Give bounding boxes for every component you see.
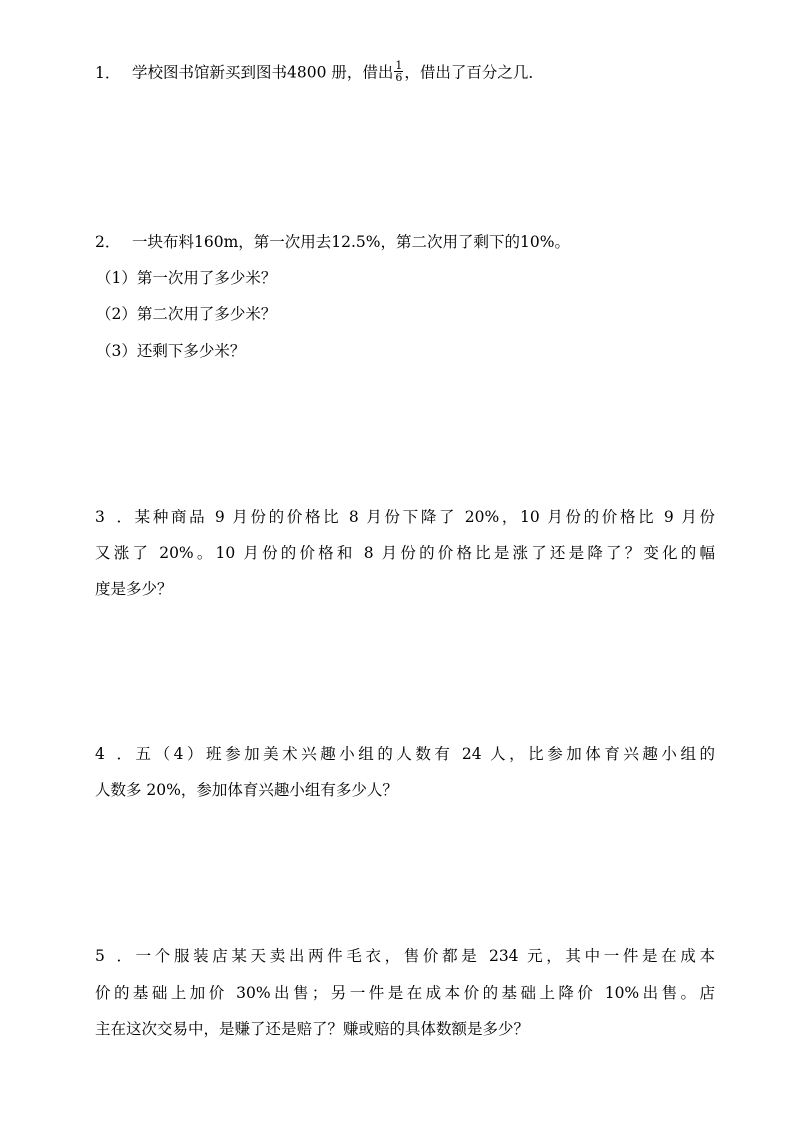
fraction-denominator: 6 — [395, 71, 403, 84]
question-number: 5． — [95, 947, 132, 965]
question-number: 2． — [95, 233, 121, 251]
question-number: 1． — [95, 63, 121, 82]
question-line: 价的基础上加价 30%出售；另一件是在成本价的基础上降价 10%出售。店 — [95, 984, 715, 1002]
question-line: 主在这次交易中，是赚了还是赔了？赚或赔的具体数额是多少？ — [95, 1020, 530, 1038]
sub-question-1: （1）第一次用了多少米？ — [96, 269, 277, 287]
question-2 — [95, 232, 715, 252]
sub-question-3: （3）还剩下多少米？ — [96, 342, 246, 360]
question-5 — [95, 946, 715, 966]
question-number: 4． — [95, 745, 132, 763]
question-line: 人数多 20%，参加体育兴趣小组有多少人？ — [95, 781, 398, 799]
question-line: 某种商品 9 月份的价格比 8 月份下降了 20%，10 月份的价格比 9 月份 — [132, 508, 715, 526]
question-line: 又涨了 20%。10 月份的价格和 8 月份的价格比是涨了还是降了？变化的幅 — [95, 544, 715, 562]
question-1 — [95, 59, 715, 85]
fraction-numerator: 1 — [395, 59, 403, 72]
sub-question-2: （2）第二次用了多少米？ — [96, 305, 277, 323]
question-text: 一块布料160m，第一次用去12.5%，第二次用了剩下的10%。 — [132, 233, 570, 251]
question-text: 学校图书馆新买到图书4800 册，借出 — [132, 63, 394, 82]
question-line: 一个服装店某天卖出两件毛衣，售价都是 234 元，其中一件是在成本 — [132, 947, 715, 965]
fraction — [394, 60, 403, 83]
question-line: 五（4）班参加美术兴趣小组的人数有 24 人，比参加体育兴趣小组的 — [132, 745, 715, 763]
question-number: 3． — [95, 508, 132, 526]
question-4 — [95, 744, 715, 764]
question-text: ，借出了百分之几． — [404, 63, 544, 82]
question-line: 度是多少？ — [95, 580, 173, 598]
question-3 — [95, 507, 715, 527]
